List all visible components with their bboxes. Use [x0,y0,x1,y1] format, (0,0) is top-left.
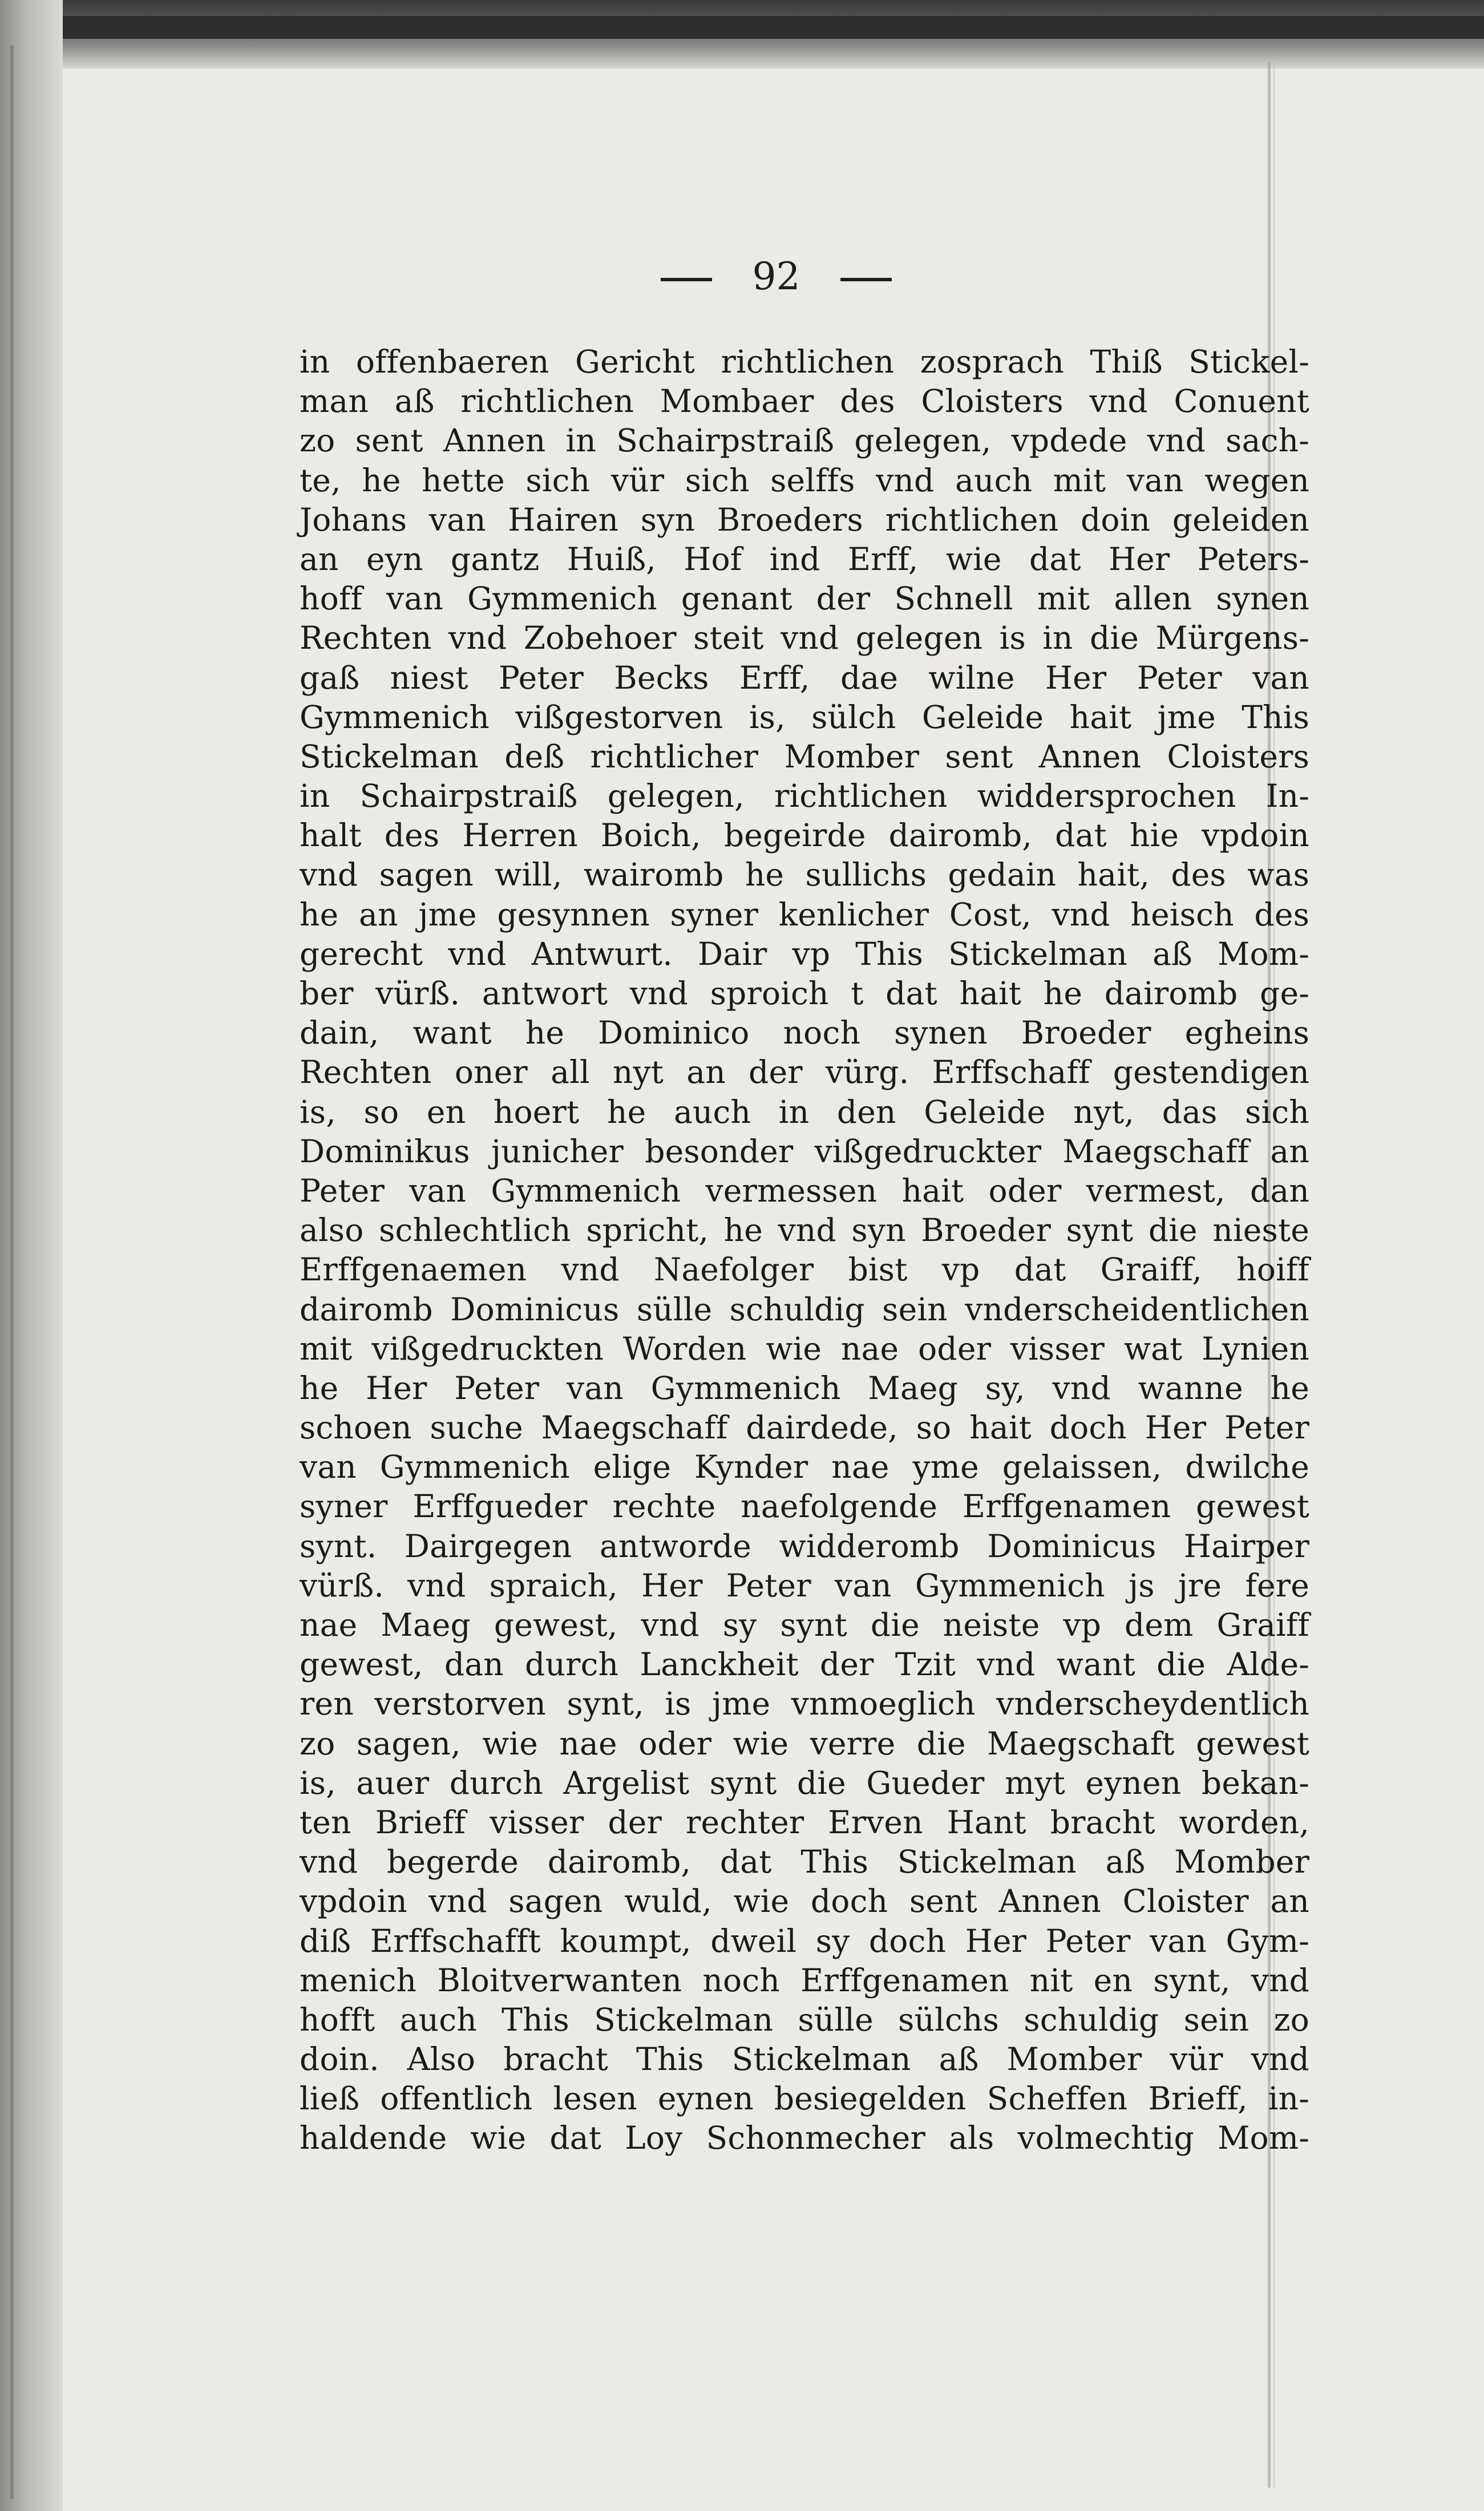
text-line: gewest, dan durch Lanckheit der Tzit vnd want die Alde- [300,1646,1309,1683]
text-line: also schlechtlich spricht, he vnd syn Broeder synt die nieste [300,1212,1309,1249]
text-line: synt. Dairgegen antworde widderomb Dominicus Hairper [300,1527,1309,1564]
text-line: Gymmenich vißgestorven is, sülch Geleide hait jme This [300,698,1309,735]
text-line: ren verstorven synt, is jme vnmoeglich vnderscheydentlich [300,1685,1309,1722]
text-line: in Schairpstraiß gelegen, richtlichen widdersprochen In- [300,778,1309,815]
text-line: Rechten vnd Zobehoer steit vnd gelegen is in die Mürgens- [300,620,1309,657]
text-line: dain, want he Dominico noch synen Broeder egheins [300,1014,1309,1052]
text-line: diß Erffschafft koumpt, dweil sy doch Her Peter van Gym- [300,1922,1309,1959]
text-line: zo sent Annen in Schairpstraiß gelegen, vpdede vnd sach- [300,422,1309,459]
header-dash-left [661,278,712,281]
text-line: gaß niest Peter Becks Erff, dae wilne Her Peter van [300,659,1309,696]
text-line: ten Brieff visser der rechter Erven Hant bracht worden, [300,1804,1309,1841]
text-line: schoen suche Maegschaff dairdede, so hait doch Her Peter [300,1409,1309,1446]
text-line: he Her Peter van Gymmenich Maeg sy, vnd wanne he [300,1369,1309,1406]
text-line: he an jme gesynnen syner kenlicher Cost, vnd heisch des [300,896,1309,933]
text-line: gerecht vnd Antwurt. Dair vp This Stickelman aß Mom- [300,935,1309,972]
page-header [0,251,1484,302]
body-text [300,342,1309,2158]
text-line: Stickelman deß richtlicher Momber sent Annen Cloisters [300,738,1309,775]
left-edge-line [10,46,14,2499]
text-line: van Gymmenich elige Kynder nae yme gelaissen, dwilche [300,1449,1309,1486]
text-line: Erffgenaemen vnd Naefolger bist vp dat Graiff, hoiff [300,1251,1309,1288]
text-line: ließ offentlich lesen eynen besiegelden Scheffen Brieff, in- [300,2080,1309,2117]
text-line: vpdoin vnd sagen wuld, wie doch sent Annen Cloister an [300,1883,1309,1920]
text-line: hofft auch This Stickelman sülle sülchs schuldig sein zo [300,2001,1309,2038]
text-line: Dominikus junicher besonder vißgedruckter Maegschaff an [300,1133,1309,1170]
text-line: dairomb Dominicus sülle schuldig sein vnderscheidentlichen [300,1291,1309,1328]
text-line: syner Erffgueder rechte naefolgende Erffgenamen gewest [300,1488,1309,1525]
text-line: te, he hette sich vür sich selffs vnd auch mit van wegen [300,462,1309,499]
text-line: mit vißgedruckten Worden wie nae oder visser wat Lynien [300,1330,1309,1367]
text-line: vürß. vnd spraich, Her Peter van Gymmenich js jre fere [300,1567,1309,1604]
text-line: ber vürß. antwort vnd sproich t dat hait he dairomb ge- [300,975,1309,1012]
text-line: Rechten oner all nyt an der vürg. Erffschaff gestendigen [300,1054,1309,1091]
text-line: an eyn gantz Huiß, Hof ind Erff, wie dat Her Peters- [300,540,1309,577]
text-line: doin. Also bracht This Stickelman aß Momber vür vnd [300,2041,1309,2078]
text-line: is, auer durch Argelist synt die Gueder myt eynen bekan- [300,1764,1309,1801]
header-dash-right [840,278,892,281]
text-line: Johans van Hairen syn Broeders richtlichen doin geleiden [300,501,1309,538]
text-line: man aß richtlichen Mombaer des Cloisters vnd Conuent [300,383,1309,420]
text-line: hoff van Gymmenich genant der Schnell mit allen synen [300,580,1309,617]
page-number: 92 [752,254,800,298]
text-line: Peter van Gymmenich vermessen hait oder vermest, dan [300,1172,1309,1209]
text-line: vnd begerde dairomb, dat This Stickelman aß Momber [300,1843,1309,1881]
binding-band [0,16,1484,39]
text-line: nae Maeg gewest, vnd sy synt die neiste vp dem Graiff [300,1607,1309,1643]
text-line: is, so en hoert he auch in den Geleide nyt, das sich [300,1093,1309,1130]
text-line: menich Bloitverwanten noch Erffgenamen nit en synt, vnd [300,1962,1309,1999]
text-line: vnd sagen will, wairomb he sullichs gedain hait, des was [300,856,1309,893]
text-line: in offenbaeren Gericht richtlichen zosprach Thiß Stickel- [300,343,1309,380]
text-line: haldende wie dat Loy Schonmecher als volmechtig Mom- [300,2120,1309,2157]
text-line: halt des Herren Boich, begeirde dairomb, dat hie vpdoin [300,817,1309,854]
text-line: zo sagen, wie nae oder wie verre die Maegschaft gewest [300,1725,1309,1762]
left-gutter-shadow [0,0,63,2511]
